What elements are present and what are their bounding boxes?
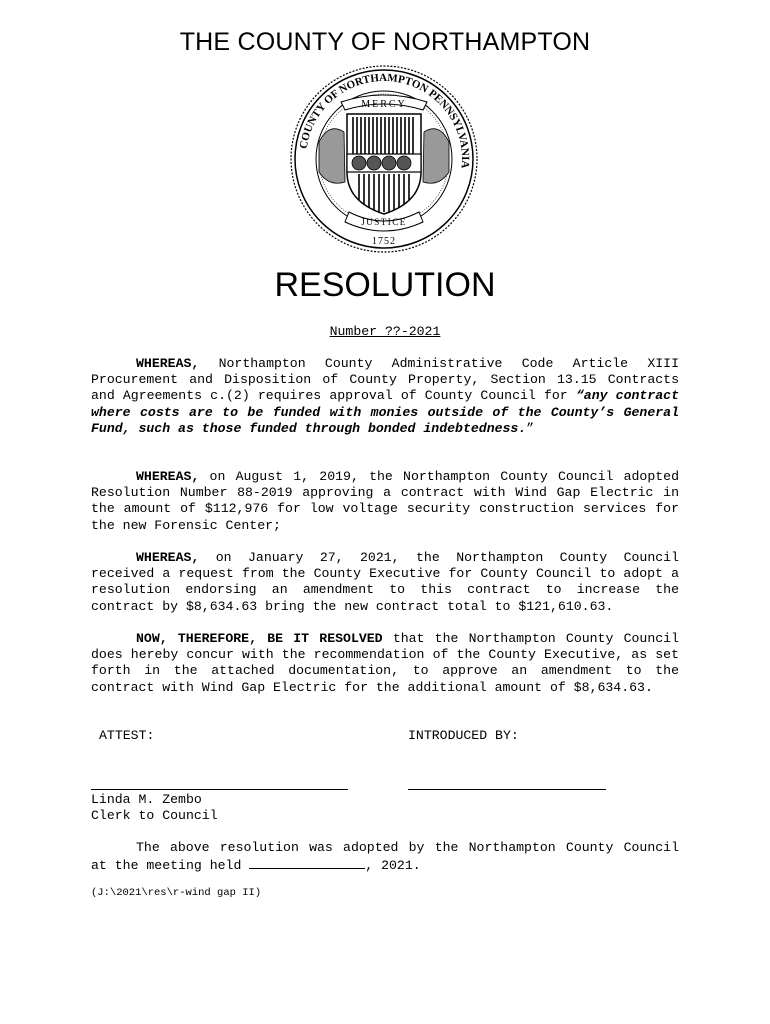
file-path: (J:\2021\res\r-wind gap II): [91, 887, 262, 899]
introduced-by-label: INTRODUCED BY:: [408, 728, 519, 743]
quote-close: ”: [526, 420, 535, 436]
whereas-paragraph-1: [91, 356, 679, 437]
resolution-number: [0, 324, 770, 340]
county-seal-icon: [289, 62, 479, 257]
paragraph-lead: WHEREAS,: [136, 469, 200, 484]
resolution-number-text: Number ??-2021: [329, 324, 441, 339]
paragraph-text: Northampton County Administrative Code Article XIII Procurement and Disposition of County Property, Section 13.15 Contracts and Agreements c.(2) requires approval of County Council for: [91, 356, 679, 404]
attest-label: ATTEST:: [99, 728, 155, 743]
county-title: THE COUNTY OF NORTHAMPTON: [179, 28, 591, 56]
document-title: RESOLUTION: [274, 266, 496, 304]
whereas-paragraph-3: [91, 550, 679, 615]
paragraph-text: on August 1, 2019, the Northampton County Council adopted Resolution Number 88-2019 approving a contract with Wind Gap Electric in the amount of $112,976 for low voltage security construction services for the new Forensic Center;: [91, 469, 679, 533]
seal-mercy-text: MERCY: [361, 99, 407, 110]
paragraph-lead: NOW, THEREFORE, BE IT RESOLVED: [136, 631, 383, 646]
meeting-date-blank: [249, 856, 365, 869]
seal-justice-text: JUSTICE: [361, 217, 407, 227]
paragraph-lead: WHEREAS,: [136, 356, 200, 371]
paragraph-lead: WHEREAS,: [136, 550, 200, 565]
paragraph-text: on January 27, 2021, the Northampton County Council received a request from the County Executive for County Council to adopt a resolution endorsing an amendment to this contract to increase the contract by $8,634.63 bring the new contract total to $121,610.63.: [91, 550, 679, 614]
signer-name: Linda M. Zembo: [91, 792, 202, 807]
resolved-paragraph: [91, 631, 679, 696]
adoption-year-text: , 2021.: [365, 858, 421, 874]
signer-title: Clerk to Council: [91, 808, 218, 823]
seal-year-text: 1752: [372, 236, 396, 247]
adoption-paragraph: [91, 840, 679, 874]
paragraph-text: that the Northampton County Council does hereby concur with the recommendation of the County Executive, as set forth in the attached documentation, to approve an amendment to the contract with Wind Gap Electric for the additional amount of $8,634.63.: [91, 631, 679, 695]
quoted-code-text: “any contract where costs are to be funded with monies outside of the County’s General Fund, such as those funded through bonded indebtedness.: [91, 388, 679, 436]
introducer-signature-line: [408, 789, 606, 790]
clerk-signature-line: [91, 789, 348, 790]
seal-ring-text: COUNTY OF NORTHAMPTON PENNSYLVANIA: [297, 71, 472, 169]
whereas-paragraph-2: [91, 469, 679, 534]
adoption-text: The above resolution was adopted by the Northampton County Council at the meeting held: [91, 840, 679, 874]
